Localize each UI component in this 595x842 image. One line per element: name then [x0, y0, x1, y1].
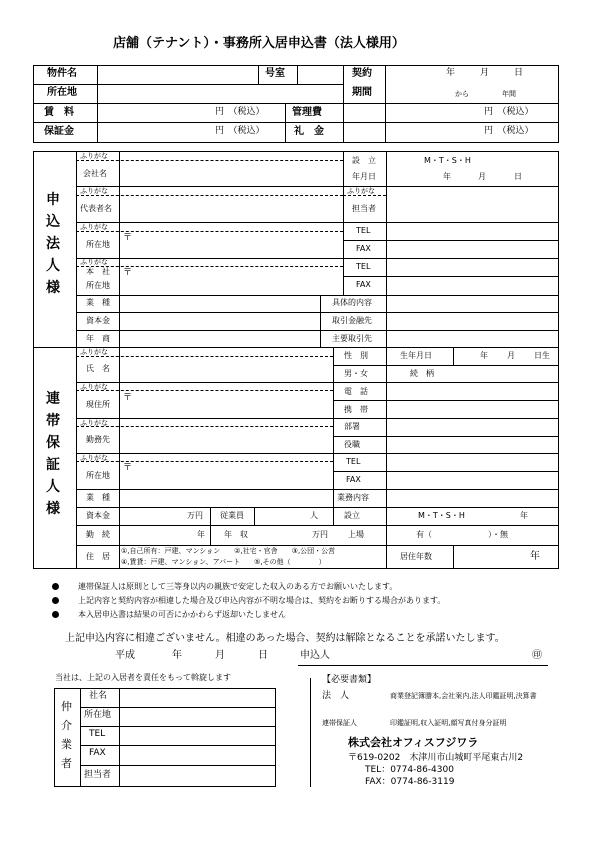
agreement-text: 上記申込内容に相違ございません。相違のあった場合、契約は解除となることを承諾いたします。 — [65, 633, 505, 644]
agent-fax-label: FAX — [89, 748, 106, 758]
bullet-icon — [52, 611, 59, 618]
company-fax: FAX：0774-86-3119 — [365, 777, 455, 787]
listed-values[interactable]: 有（ ）・無 — [416, 530, 508, 539]
mgmt-yen: 円 （税込） — [484, 107, 534, 117]
established-label: 設立 — [344, 511, 360, 520]
birth-year: 年 — [480, 351, 488, 360]
residence-label: 居住年数 — [400, 552, 432, 561]
era-options[interactable]: M・T・S・H — [418, 511, 465, 520]
furigana-label: ふりがな — [80, 454, 108, 462]
rent-yen: 円 （税込） — [215, 107, 265, 117]
bank-label: 取引金融先 — [332, 316, 372, 325]
est-day: 日 — [514, 172, 522, 181]
period-from: から — [455, 90, 469, 98]
rep-field[interactable] — [120, 196, 342, 221]
agent-side-title: 仲 介 業 者 — [61, 700, 72, 770]
bullet-icon — [52, 597, 59, 604]
corp-address-label: 所在地 — [86, 240, 110, 249]
furigana-label: ふりがな — [80, 223, 108, 231]
furigana-label: ふりがな — [80, 383, 108, 391]
company-label: 会社名 — [83, 169, 107, 178]
established-label: 設 立 — [352, 156, 376, 165]
postal-mark: 〒 — [123, 463, 133, 473]
address-label: 所在地 — [47, 87, 77, 98]
tenure-unit: 年 — [197, 530, 205, 539]
annual-label: 年 商 — [86, 334, 110, 343]
agent-tel-label: TEL — [89, 729, 106, 739]
seal-mark: ㊞ — [532, 650, 542, 661]
capital-unit: 万円 — [187, 511, 203, 520]
period-years: 年間 — [502, 90, 516, 98]
position-label: 役職 — [344, 440, 360, 449]
guarantor-name-field[interactable] — [120, 357, 332, 381]
guarantor-industry-label: 業 種 — [86, 493, 110, 502]
contact-label: 担当者 — [352, 204, 376, 213]
agreement-year: 年 — [172, 650, 182, 661]
agent-contact-label: 担当者 — [84, 770, 112, 780]
property-field[interactable] — [97, 65, 258, 84]
note-2: 上記内容と契約内容が相違した場合及び申込内容が不明な場合は、契約をお断りする場合があります。 — [78, 596, 446, 605]
required-corp-docs: 商業登記簿謄本,会社案内,法人印鑑証明,決算書 — [390, 692, 537, 700]
rep-label: 代表者名 — [80, 204, 112, 213]
income-label: 年 収 — [224, 530, 248, 539]
company-address: 〒619-0202 木津川市山城町平尾東古川2 — [348, 753, 524, 763]
mgmt-label: 管理費 — [292, 107, 322, 118]
income-unit: 万円 — [312, 530, 328, 539]
tel-label: TEL — [356, 262, 371, 271]
residence-unit: 年 — [530, 551, 540, 562]
company-field[interactable] — [120, 161, 342, 185]
relation-label: 続 柄 — [410, 369, 434, 378]
est-year: 年 — [520, 511, 528, 520]
period-label: 期間 — [352, 87, 372, 98]
era-options[interactable]: M・T・S・H — [424, 156, 471, 165]
guarantor-capital-label: 資本金 — [86, 511, 110, 520]
agent-company-label: 社名 — [89, 691, 108, 701]
postal-mark: 〒 — [123, 233, 133, 243]
employees-unit: 人 — [310, 511, 318, 520]
birth-label: 生年月日 — [400, 351, 432, 360]
agreement-era: 平成 — [115, 650, 135, 661]
company-tel: TEL：0774-86-4300 — [365, 765, 454, 775]
tel-label: TEL — [346, 457, 361, 466]
guarantor-section-title: 連 帯 保 証 人 様 — [46, 391, 60, 517]
note-1: 連帯保証人は原則として三等身以内の親族で安定した収入のある方でお願いいたします。 — [78, 582, 398, 591]
bullet-icon — [52, 583, 59, 590]
clients-label: 主要取引先 — [332, 334, 372, 343]
sex-label: 性 別 — [344, 351, 368, 360]
contract-label: 契約 — [352, 68, 372, 79]
est-month: 月 — [478, 172, 486, 181]
agreement-month: 月 — [215, 650, 225, 661]
hq-address-label: 所在地 — [86, 281, 110, 290]
fax-label: FAX — [346, 475, 361, 484]
required-corp-label: 法 人 — [322, 691, 350, 701]
rent-label: 賃 料 — [44, 107, 74, 118]
property-label: 物件名 — [47, 68, 77, 79]
birth-day-suffix: 日生 — [534, 351, 550, 360]
capital-label: 資本金 — [86, 316, 110, 325]
details-label: 具体的内容 — [332, 298, 372, 307]
key-money-label: 礼 金 — [294, 126, 324, 137]
key-money-yen: 円 （税込） — [484, 126, 534, 136]
deposit-label: 保証金 — [44, 126, 74, 137]
employees-label: 従業員 — [220, 511, 244, 520]
est-year: 年 — [443, 172, 451, 181]
corp-section-title: 申 込 法 人 様 — [46, 192, 60, 296]
signature-line[interactable] — [298, 665, 548, 666]
employer-label: 勤務先 — [86, 435, 110, 444]
fax-label: FAX — [356, 280, 371, 289]
fax-label: FAX — [356, 244, 371, 253]
listed-label: 上場 — [348, 530, 364, 539]
contract-month: 月 — [480, 68, 490, 78]
current-address-label: 現住所 — [86, 400, 110, 409]
work-label: 業務内容 — [337, 493, 369, 502]
required-docs-title: 【必要書類】 — [322, 675, 377, 685]
furigana-label: ふりがな — [80, 348, 108, 356]
employer-address-label: 所在地 — [86, 471, 110, 480]
contract-year: 年 — [446, 68, 456, 78]
furigana-label: ふりがな — [80, 419, 108, 427]
birth-month: 月 — [507, 351, 515, 360]
furigana-label: ふりがな — [80, 258, 108, 266]
furigana-label: ふりがな — [347, 187, 375, 195]
housing-options-2[interactable]: ④,賃貸：戸建、マンション、アパート ⑤,その他（ ） — [121, 558, 326, 566]
hq-label: 本 社 — [86, 267, 110, 276]
note-3: 本入居申込書は結果の可否にかかわらず返却いたしません — [78, 610, 286, 619]
established-label-2: 年月日 — [352, 172, 376, 181]
required-guarantor-label: 連帯保証人 — [322, 719, 357, 727]
guarantor-name-label: 氏 名 — [86, 364, 110, 373]
agent-intro: 当社は、上記の入居者を責任をもって斡旋します — [55, 673, 231, 682]
required-guarantor-docs: 印鑑証明,収入証明,顔写真付身分証明 — [390, 719, 507, 727]
tenure-label: 勤 続 — [86, 530, 110, 539]
mobile-label: 携 帯 — [344, 405, 368, 414]
room-label: 号室 — [265, 68, 285, 79]
industry-label: 業 種 — [86, 298, 110, 307]
tel-label: TEL — [356, 226, 371, 235]
sex-values[interactable]: 男・女 — [344, 369, 368, 378]
agent-address-label: 所在地 — [84, 710, 112, 720]
housing-label: 住 居 — [86, 552, 110, 561]
dept-label: 部署 — [344, 422, 360, 431]
company-name: 株式会社オフィスフジワラ — [348, 736, 479, 749]
postal-mark: 〒 — [123, 268, 133, 278]
postal-mark: 〒 — [123, 393, 133, 403]
applicant-label: 申込人 — [300, 650, 330, 661]
page-title: 店舗（テナント）・事務所入居申込書（法人様用） — [113, 36, 405, 51]
contract-day: 日 — [514, 68, 524, 78]
agreement-day: 日 — [258, 650, 268, 661]
housing-options-1[interactable]: ①,自己所有：戸建、マンション ②,社宅・官舎 ③,公団・公営 — [121, 547, 336, 555]
furigana-label: ふりがな — [80, 152, 108, 160]
deposit-yen: 円 （税込） — [215, 126, 265, 136]
furigana-label: ふりがな — [80, 187, 108, 195]
phone-label: 電 話 — [344, 387, 368, 396]
